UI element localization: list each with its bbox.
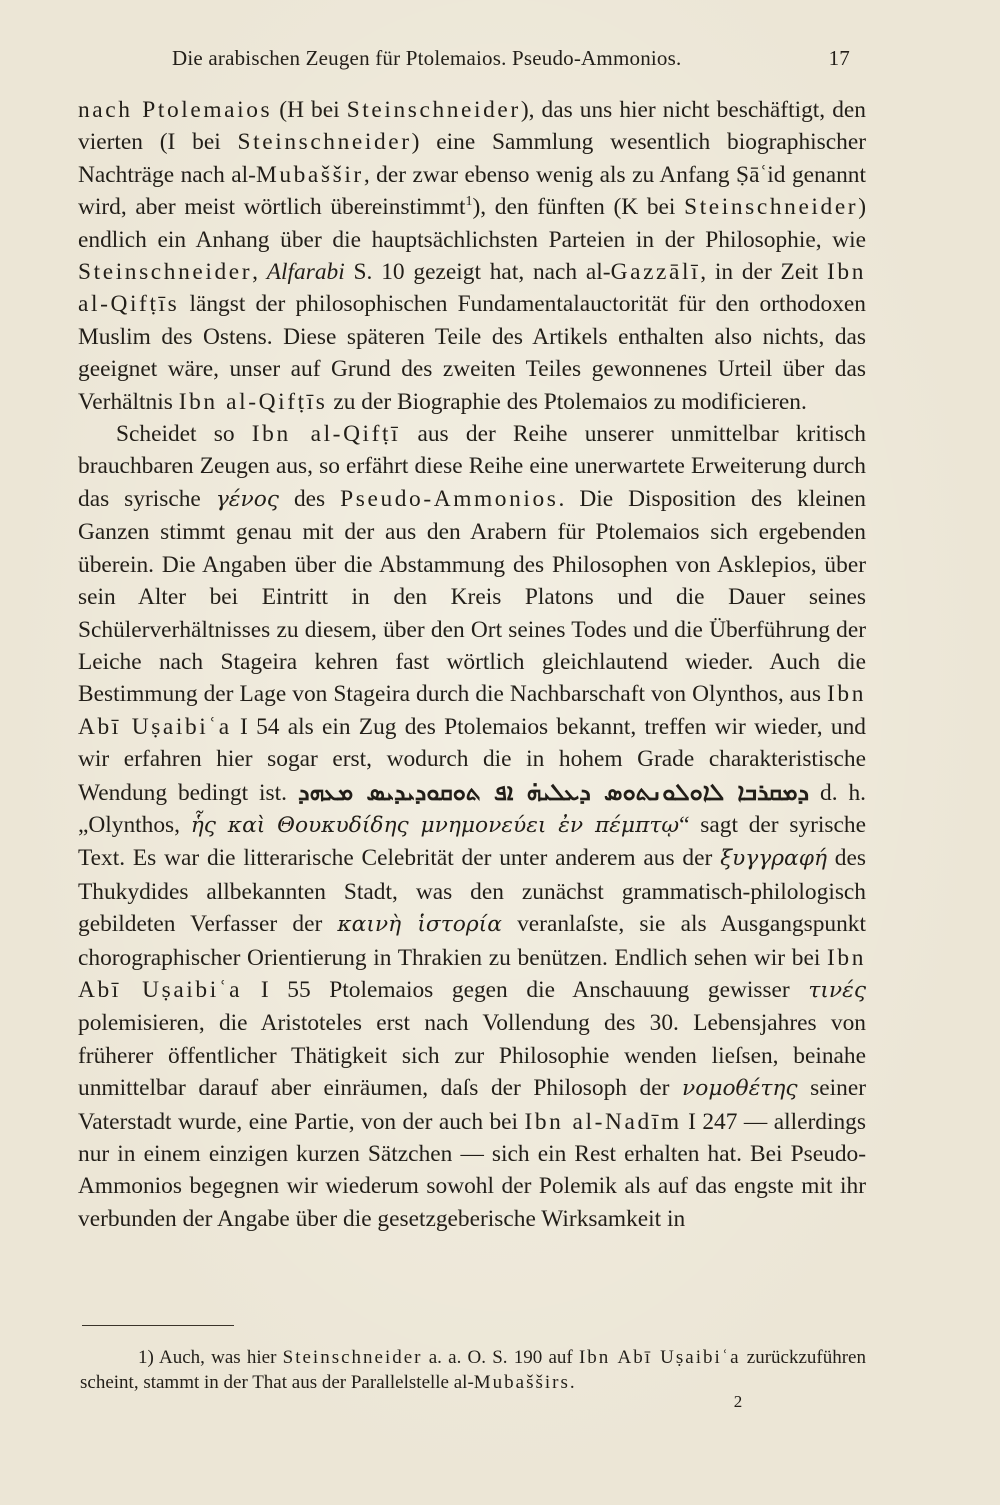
- page-number: 17: [828, 46, 850, 70]
- greek-phrase: ξυγγραφή: [720, 846, 827, 872]
- text-run: 1) Auch, was hier: [138, 1347, 283, 1368]
- spaced-name: Steinschneider: [78, 259, 253, 286]
- spaced-name: Ibn al-Qifṭī: [251, 421, 401, 448]
- footnote-marker: 1: [465, 193, 473, 210]
- text-run: des: [278, 485, 341, 512]
- body-text: [78, 94, 866, 1235]
- footnote-text: [80, 1345, 866, 1395]
- text-run: seiner Vaterstadt wurde, eine Partie, von der auch bei: [78, 1075, 866, 1135]
- text-run: polemisieren, die Aristoteles erst nach Vollendung des 30. Lebensjahres von früherer öffentlicher Thätigkeit sich zur Philosophie wenden lieſsen, beinahe unmittelbar darauf aber einräumen, daſs der Philosoph der: [78, 1010, 866, 1102]
- text-run: . Die Disposition des kleinen Ganzen stimmt genau mit der aus den Arabern für Ptolemaios sich ergebenden überein. Die Angaben über die Abstammung des Philosophen von Asklepios, über sein Alter bei Eintritt in den Kreis Platons und die Dauer seines Schülerverhältnisses zu diesem, über den Ort seines Todes und die Überführung der Leiche nach Stageira kehren fast wörtlich gleichlautend wieder. Auch die Bestimmung der Lage von Stageira durch die Nachbarschaft von Olynthos, aus: [78, 485, 866, 708]
- text-run: zurückzuführen scheint, stammt in der That aus der Parallelstelle al-: [80, 1347, 866, 1393]
- text-run: ) eine Sammlung wesentlich biographischer Nachträge nach al-: [78, 129, 867, 188]
- text-run: , in der Zeit: [700, 259, 828, 286]
- text-run: längst der philosophischen Fundamentalauctorität für den orthodoxen Muslim des Ostens. Diese späteren Teile des Artikels enthalten also nichts, das geeignet wäre, unser auf Grund des zweiten Teiles gewonnenes Urteil über das Verhältnis: [78, 291, 866, 415]
- paragraph: [78, 94, 866, 418]
- text-run: a. a. O. S. 190 auf: [422, 1347, 579, 1368]
- text-run: Scheidet so: [116, 421, 252, 448]
- spaced-name: Steinschneider: [346, 97, 521, 123]
- text-run: (H bei: [272, 97, 347, 123]
- spaced-name: Mubaššir: [255, 161, 364, 188]
- spaced-name: Pseudo-Ammonios: [340, 485, 559, 512]
- text-run: veranlaſste, sie als Ausgangspunkt chorographischer Orientierung in Thrakien zu benützen. Endlich sehen wir bei: [78, 911, 866, 971]
- text-run: des Thukydides allbekannten Stadt, was den zunächst grammatisch-philologisch gebildeten Verfasser der: [78, 845, 866, 938]
- spaced-name: Ibn al-Nadīm: [524, 1108, 682, 1135]
- spaced-name: Steinschneider: [237, 129, 412, 156]
- text-run: ,: [252, 259, 267, 286]
- spaced-name: Mubašširs: [473, 1372, 570, 1393]
- spaced-name: Gazzālī: [610, 259, 701, 286]
- text-run: ) endlich ein Anhang über die hauptsächlichsten Parteien in der Philosophie, wie: [78, 194, 866, 253]
- spaced-name: Ibn al-Qifṭīs: [178, 388, 328, 415]
- text-run: .: [569, 1372, 575, 1393]
- syriac-phrase: ܕܡܩܪܒܐ ܠܐܘܠܘܢܬܘܣ ܕܥܠܝܗ̇ ܐܦ ܬܘܩܘܕܝܕܝܣ ܡܥܗܕ: [297, 777, 810, 806]
- footnote-divider: [82, 1325, 234, 1326]
- greek-phrase: γένος: [215, 486, 279, 512]
- spaced-name: Ptolemaios: [142, 97, 273, 123]
- spaced-name: nach: [78, 97, 143, 123]
- greek-phrase: νομοθέτης: [682, 1076, 798, 1102]
- spaced-name: Ibn Abī Uṣaibiʿa: [578, 1347, 741, 1368]
- text-run: I 54 als ein Zug des Ptolemaios bekannt, treffen wir wieder, und wir erfahren hier sogar erst, wodurch die in hohem Grade charakteristische Wendung bedingt ist.: [78, 713, 866, 806]
- running-head-title: Die arabischen Zeugen für Ptolemaios. Pseudo-Ammonios.: [172, 46, 682, 70]
- spaced-name: Ibn al-Qifṭīs: [78, 259, 866, 318]
- greek-phrase: τινές: [808, 977, 866, 1003]
- spaced-name: Ibn Abī Uṣaibiʿa: [78, 681, 866, 740]
- greek-phrase: καινὴ ἱστορία: [337, 912, 502, 938]
- text-run: d. h. „Olynthos,: [78, 779, 867, 838]
- text-run: zu der Biographie des Ptolemaios zu modificieren.: [327, 388, 807, 415]
- greek-phrase: ἧς καὶ Θουκυδίδης μνημονεύει ἐν πέμπτῳ: [190, 812, 680, 838]
- text-run: I 247 — allerdings nur in einem einzigen kurzen Sätzchen — sich ein Rest erhalten hat. Bei Pseudo-Ammonios begegnen wir wiederum sowohl der Polemik als auf das engste mit ihr verbunden der Angabe über die gesetzgeberische Wirksamkeit in: [78, 1108, 866, 1232]
- spaced-name: Steinschneider: [684, 194, 859, 221]
- text-run: S. 10 gezeigt hat, nach al-: [344, 259, 611, 286]
- text-run: ), das uns hier nicht beschäftigt, den vierten (I bei: [78, 97, 866, 156]
- signature-mark: 2: [733, 1392, 743, 1411]
- text-run: ), den fünften (K bei: [472, 194, 685, 221]
- paragraph: [78, 418, 866, 1235]
- spaced-name: Ibn Abī Uṣaibiʿa: [78, 944, 866, 1003]
- italic-title: Alfarabi: [266, 259, 345, 286]
- running-head: [172, 46, 850, 76]
- text-run: , der zwar ebenso wenig als zu Anfang Ṣāʿid genannt wird, aber meist wörtlich übereinstimmt: [78, 161, 866, 221]
- spaced-name: Steinschneider: [282, 1347, 423, 1368]
- text-run: “ sagt der syrische Text. Es war die litterarische Celebrität der unter anderem aus der: [78, 811, 866, 872]
- text-run: aus der Reihe unserer unmittelbar kritisch brauchbaren Zeugen aus, so erfährt diese Reihe eine unerwartete Erweiterung durch das syrische: [78, 421, 867, 512]
- footnote: [80, 1345, 866, 1395]
- text-run: I 55 Ptolemaios gegen die Anschauung gewisser: [242, 976, 809, 1003]
